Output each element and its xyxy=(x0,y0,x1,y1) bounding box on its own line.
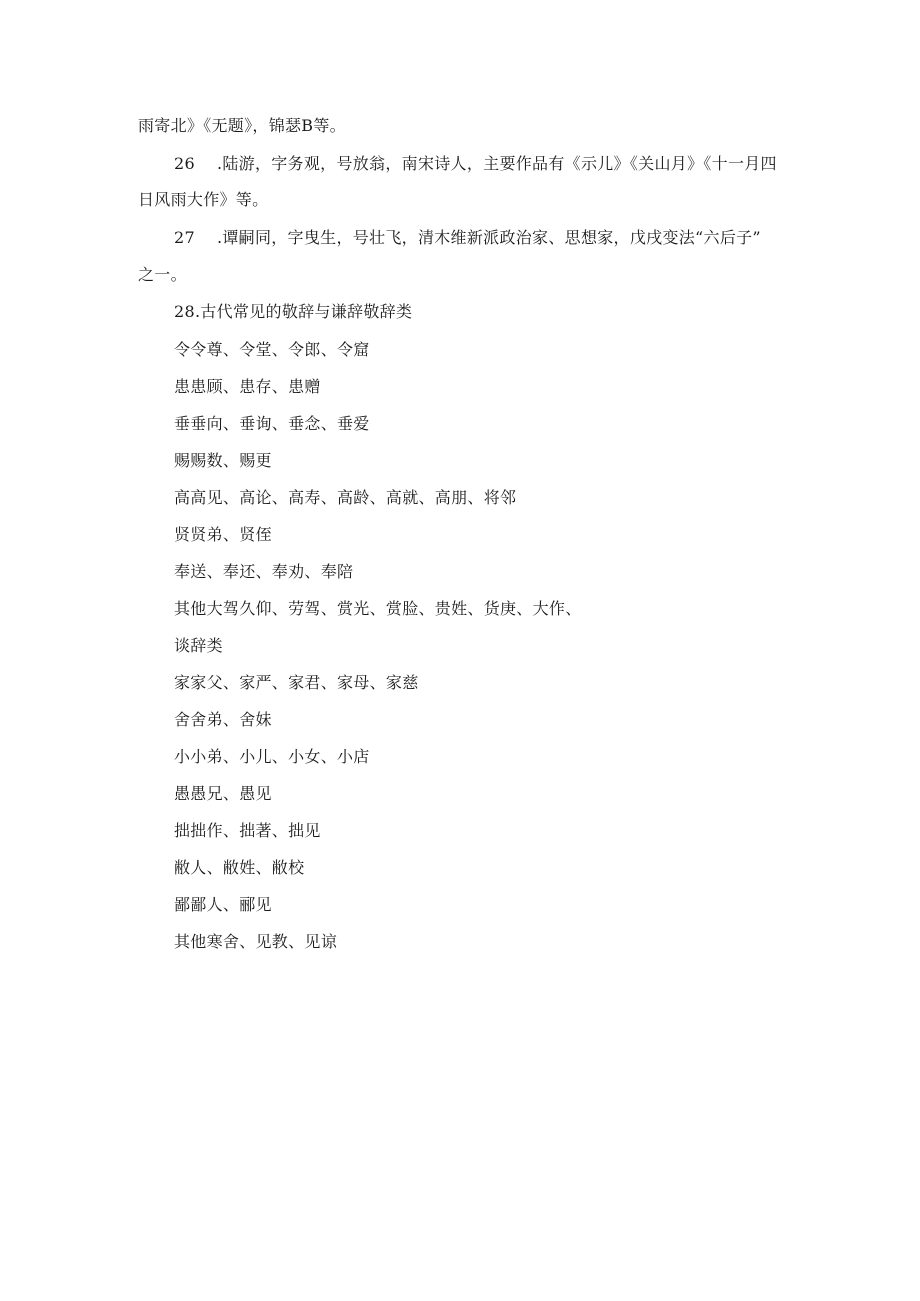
humble-item: 其他寒舍、见教、见谅 xyxy=(174,932,338,951)
paragraph-27-text-1: .谭嗣同，字曳生，号壮飞，清木维新派政治家、思想家，戊戌变法“六后子” xyxy=(216,228,761,247)
honorific-item: 奉送、奉还、奉劝、奉陪 xyxy=(174,562,354,581)
paragraph-27-line-1 xyxy=(174,228,761,248)
paragraph-25-tail: 雨寄北》《无题》，锦瑟B等。 xyxy=(138,116,346,135)
item-number-27: 27 xyxy=(174,228,195,247)
humble-words-heading: 谈辞类 xyxy=(174,636,223,655)
honorific-item: 垂垂向、垂询、垂念、垂爱 xyxy=(174,414,370,433)
item-number-26: 26 xyxy=(174,154,195,173)
honorific-item: 高高见、高论、高寿、高龄、高就、高朋、将邻 xyxy=(174,488,517,507)
honorific-item: 患患顾、患存、患赠 xyxy=(174,377,321,396)
paragraph-28-heading: 28.古代常见的敬辞与谦辞敬辞类 xyxy=(174,302,413,321)
humble-item: 舍舍弟、舍妹 xyxy=(174,710,272,729)
humble-item: 小小弟、小儿、小女、小店 xyxy=(174,747,370,766)
humble-item: 拙拙作、拙著、拙见 xyxy=(174,821,321,840)
paragraph-27-line-2: 之一。 xyxy=(138,265,187,284)
paragraph-26-text-1: .陆游，字务观，号放翁，南宋诗人，主要作品有《示儿》《关山月》《十一月四 xyxy=(216,154,777,173)
honorific-item: 赐赐数、赐更 xyxy=(174,451,272,470)
humble-item: 家家父、家严、家君、家母、家慈 xyxy=(174,673,419,692)
paragraph-26-line-2: 日风雨大作》等。 xyxy=(138,190,269,209)
humble-item: 敝人、敝姓、敝校 xyxy=(174,858,305,877)
honorific-item: 令令尊、令堂、令郎、令窟 xyxy=(174,340,370,359)
honorific-item: 贤贤弟、贤侄 xyxy=(174,525,272,544)
humble-item: 愚愚兄、愚见 xyxy=(174,784,272,803)
humble-item: 鄙鄙人、郦见 xyxy=(174,895,272,914)
honorific-item: 其他大驾久仰、劳驾、赏光、赏脸、贵姓、货庚、大作、 xyxy=(174,599,582,618)
paragraph-26-line-1 xyxy=(174,154,777,174)
